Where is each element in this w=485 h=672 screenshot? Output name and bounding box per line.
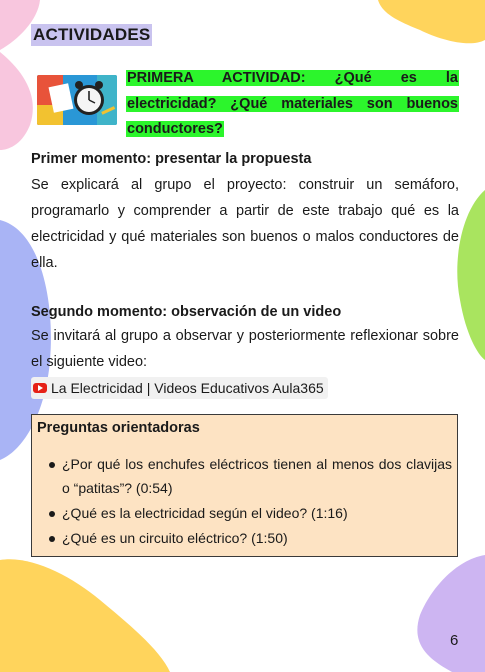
list-item: ¿Por qué los enchufes eléctricos tienen al menos dos clavijas o “patitas”? (0:54) [62,452,452,500]
moment2-heading: Segundo momento: observación de un video [31,304,342,320]
questions-list [62,452,452,551]
video-link-label: La Electricidad | Videos Educativos Aula365 [51,380,324,396]
list-item: ¿Qué es la electricidad según el video? (1:16) [62,501,452,525]
moment1-heading: Primer momento: presentar la propuesta [31,151,312,167]
moment2-paragraph: Se invitará al grupo a observar y posteriormente reflexionar sobre el siguiente video: [31,328,459,370]
section-title: ACTIVIDADES [33,25,151,44]
activity-title-line2: electricidad? ¿Qué materiales son buenos [127,95,458,112]
guiding-questions-box [31,414,458,557]
youtube-icon [33,383,47,393]
activity-title-line1: PRIMERA ACTIVIDAD: ¿Qué es la [127,70,458,86]
questions-title: Preguntas orientadoras [37,420,200,436]
activity-title-line3: conductores? [127,121,223,137]
activity-title [126,66,459,143]
video-link[interactable] [31,377,328,399]
list-item: ¿Qué es un circuito eléctrico? (1:50) [62,526,452,550]
clock-school-supplies-image [37,75,117,125]
moment1-paragraph: Se explicará al grupo el proyecto: construir un semáforo, programarlo y comprender a partir de este trabajo qué es la electricidad y qué materiales son buenos o malos conductores de ella. [31,177,459,271]
page-number: 6 [450,632,459,649]
